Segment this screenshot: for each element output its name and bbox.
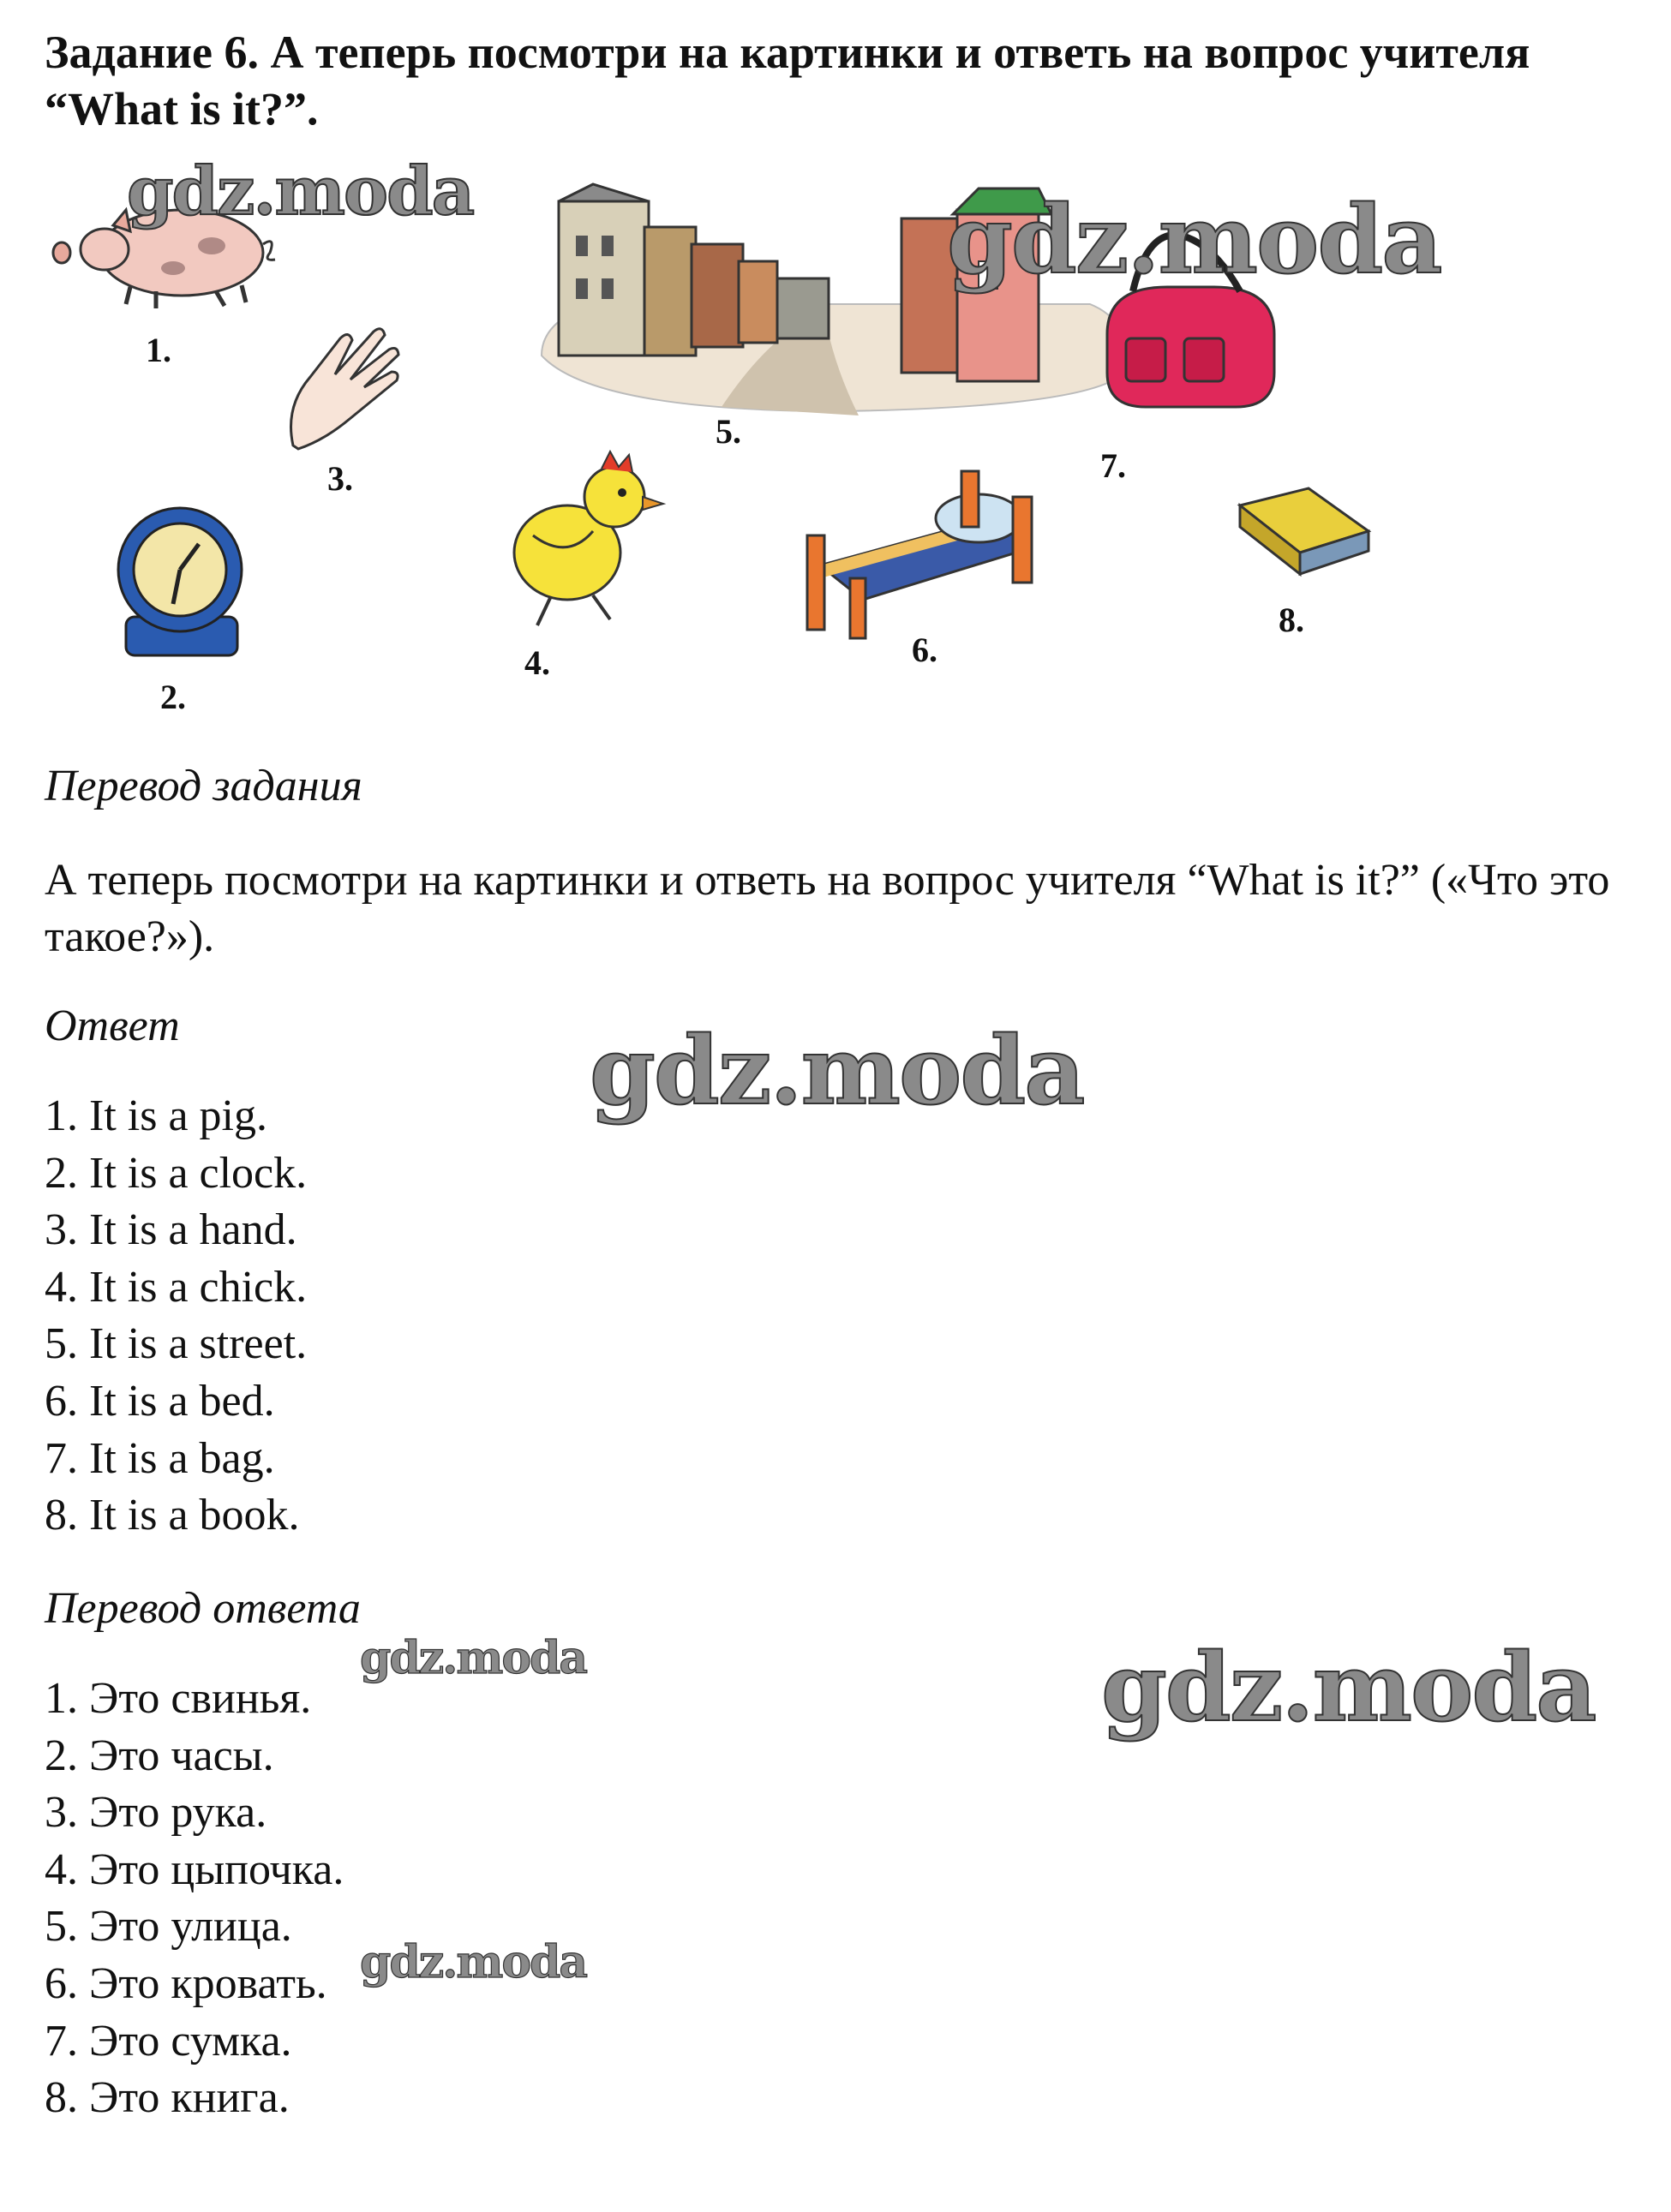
hand-icon <box>291 329 399 449</box>
translation-answer-item: 6. Это кровать. <box>45 1958 327 2008</box>
picture-number-8: 8. <box>1279 601 1304 639</box>
picture-number-7: 7. <box>1100 446 1126 485</box>
answer-item: 2. It is a clock. <box>45 1148 308 1198</box>
translation-answer-item: 5. Это улица. <box>45 1902 292 1952</box>
picture-number-1: 1. <box>146 331 171 369</box>
answer-item: 7. It is a bag. <box>45 1433 275 1483</box>
watermark: gdz.moda <box>947 184 1441 295</box>
translation-answer-item: 1. Это свинья. <box>45 1674 312 1723</box>
picture-number-2: 2. <box>160 678 186 716</box>
answer-list <box>45 1088 307 1545</box>
picture-number-6: 6. <box>912 631 937 669</box>
answer-label: Ответ <box>45 1001 180 1050</box>
translation-answer-list <box>45 1671 344 2127</box>
translation-answer-item: 3. Это рука. <box>45 1788 267 1838</box>
clock-icon <box>118 508 242 655</box>
watermark: gdz.moda <box>1101 1632 1596 1743</box>
answer-item: 3. It is a hand. <box>45 1205 297 1255</box>
translation-answer-item: 4. Это цыпочка. <box>45 1844 344 1894</box>
answer-item: 6. It is a bed. <box>45 1376 275 1426</box>
picture-number-4: 4. <box>524 643 550 682</box>
answer-item: 8. It is a book. <box>45 1491 300 1540</box>
watermark: gdz.moda <box>590 1015 1084 1126</box>
answer-item: 5. It is a street. <box>45 1319 308 1369</box>
task-title: Задание 6. А теперь посмотри на картинки и ответь на вопрос учителя “What is it?”. <box>45 27 1530 135</box>
translation-answer-item: 8. Это книга. <box>45 2073 290 2123</box>
translation-answer-item: 7. Это сумка. <box>45 2016 292 2066</box>
answer-item: 4. It is a chick. <box>45 1262 308 1312</box>
picture-number-3: 3. <box>327 459 353 498</box>
watermark: gdz.moda <box>360 1632 587 1684</box>
watermark: gdz.moda <box>360 1936 587 1988</box>
answer-item: 1. It is a pig. <box>45 1091 267 1140</box>
watermark: gdz.moda <box>127 152 474 230</box>
picture-number-5: 5. <box>716 412 741 451</box>
translation-task-label: Перевод задания <box>45 762 362 810</box>
translation-task-text: А теперь посмотри на картинки и ответь на вопрос учителя “What is it?” («Что это такое?»). <box>45 856 1610 961</box>
translation-answer-item: 2. Это часы. <box>45 1731 274 1780</box>
translation-answer-label: Перевод ответа <box>45 1584 361 1633</box>
bed-icon <box>807 471 1032 638</box>
book-icon <box>1240 488 1369 574</box>
chick-icon <box>514 451 663 625</box>
